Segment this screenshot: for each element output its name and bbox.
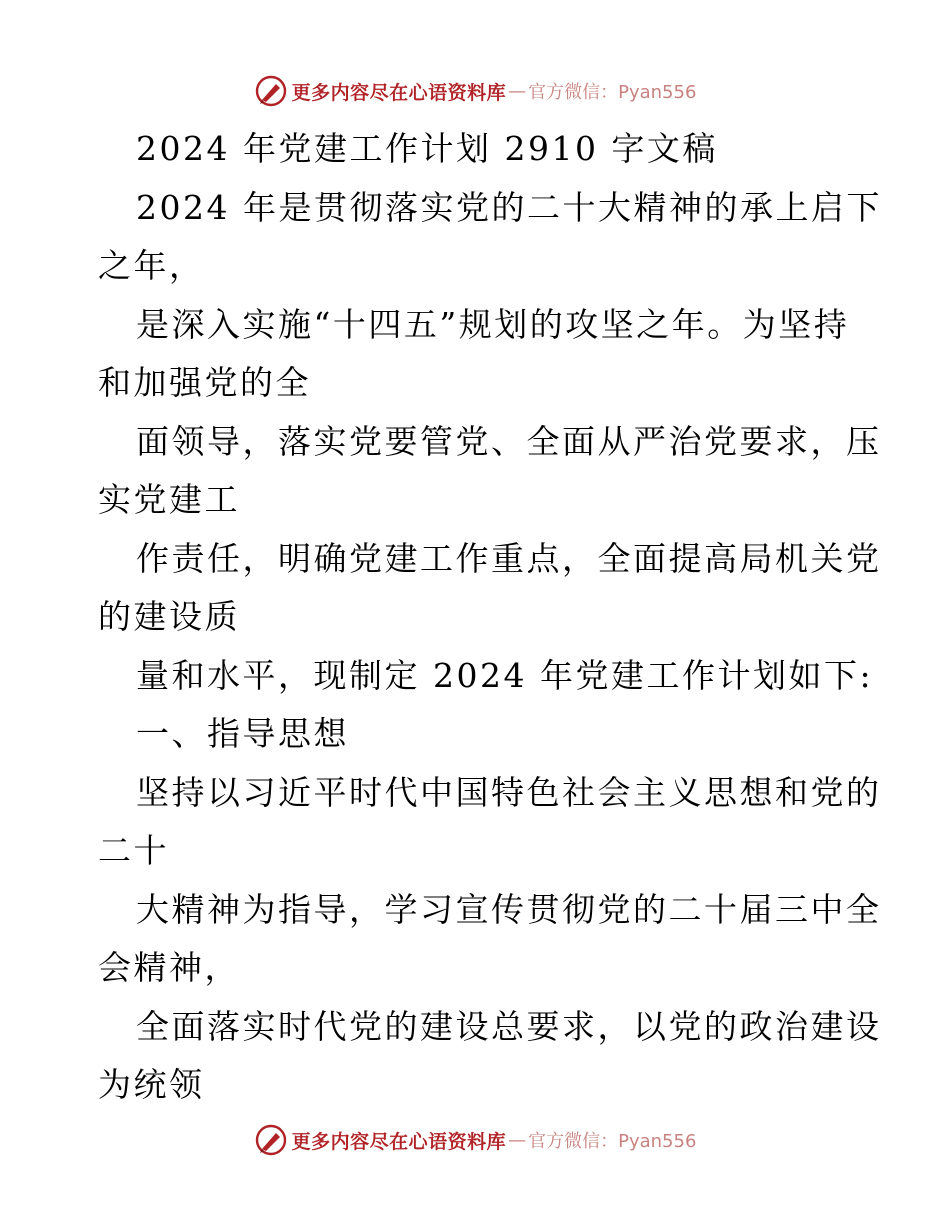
paragraph-line: 量和水平，现制定 2024 年党建工作计划如下: <box>136 655 874 695</box>
doc-title: 2024 年党建工作计划 2910 字文稿 <box>136 129 718 168</box>
paragraph-line: 实党建工 <box>98 480 240 519</box>
paragraph-line: 大精神为指导，学习宣传贯彻党的二十届三中全 <box>136 889 882 929</box>
footer-banner <box>0 1120 950 1160</box>
paragraph-line: 2024 年是贯彻落实党的二十大精神的承上启下 <box>136 187 882 227</box>
paragraph-line: 坚持以习近平时代中国特色社会主义思想和党的 <box>136 772 882 812</box>
paragraph-line: 的建设质 <box>98 597 240 636</box>
pen-logo-icon <box>254 74 288 108</box>
banner-dash: — <box>508 1129 527 1151</box>
paragraph-line: 为统领 <box>98 1065 205 1104</box>
banner-wechat: 官方微信：Pyan556 <box>528 82 697 103</box>
document-body <box>98 120 882 1115</box>
banner-wechat: 官方微信：Pyan556 <box>528 1131 697 1152</box>
paragraph-line: 之年， <box>98 246 205 285</box>
banner-dash: — <box>508 80 527 102</box>
paragraph-line: 和加强党的全 <box>98 363 311 402</box>
paragraph-line: 会精神， <box>98 948 240 987</box>
paragraph-line: 面领导，落实党要管党、全面从严治党要求，压 <box>136 421 882 461</box>
header-banner <box>0 71 950 111</box>
paragraph-line: 二十 <box>98 831 169 870</box>
paragraph-line: 全面落实时代党的建设总要求，以党的政治建设 <box>136 1006 882 1046</box>
banner-text: 更多内容尽在心语资料库 <box>291 81 507 104</box>
paragraph-line: 作责任，明确党建工作重点，全面提高局机关党 <box>136 538 882 578</box>
section-heading: 一、指导思想 <box>136 714 349 753</box>
pen-logo-icon <box>254 1123 288 1157</box>
banner-text: 更多内容尽在心语资料库 <box>291 1130 507 1153</box>
paragraph-line: 是深入实施“十四五”规划的攻坚之年。为坚持 <box>136 304 850 344</box>
